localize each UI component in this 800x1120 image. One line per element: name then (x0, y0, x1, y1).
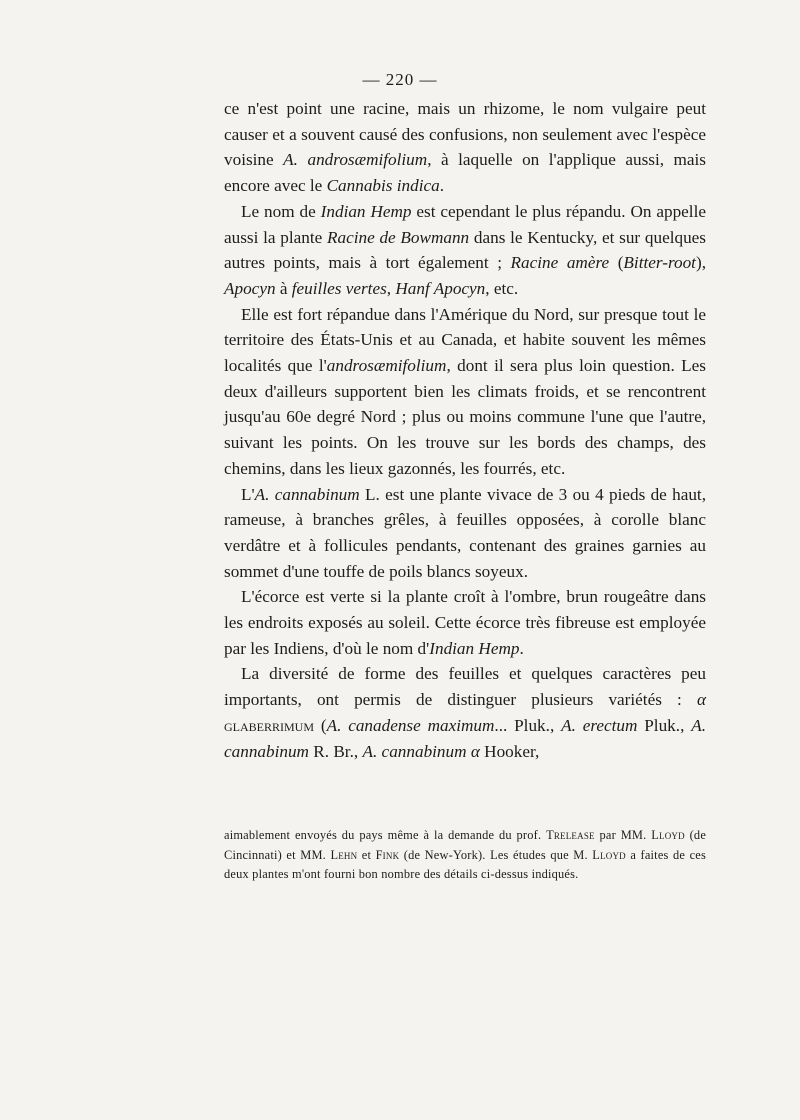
paragraph (224, 482, 706, 585)
italic-text: androsæmifolium (326, 356, 447, 376)
italic-text: Bitter-root (623, 253, 696, 273)
italic-text: feuilles vertes (291, 278, 387, 298)
text-run: par MM. (594, 828, 652, 842)
text-run: . (439, 176, 445, 196)
small-caps-text: glaberrimum (224, 715, 315, 735)
footnote-paragraph (224, 826, 706, 885)
text-run: a faites de ces deux plantes m'ont fourni bon nombre des détails ci-dessus indiqués. (224, 847, 706, 881)
small-caps-text: Lloyd (592, 847, 626, 862)
small-caps-text: Trelease (546, 828, 595, 842)
text-run: ( (314, 715, 327, 735)
italic-text: Indian Hemp (429, 638, 520, 658)
italic-text: A. cannabinum (224, 715, 706, 761)
text-run: , à laquelle on l'applique aussi, mais encore avec le (224, 150, 706, 196)
text-run: ce n'est point une racine, mais un rhizome, le nom vulgaire peut causer et a souvent causé des confusions, non seulement avec l'espèce voisine (224, 99, 706, 170)
text-run: Hooker, (479, 741, 540, 761)
text-run: est cependant le plus répandu. On appelle aussi la plante (224, 201, 706, 247)
italic-text: A. androsæmifolium (283, 150, 428, 170)
text-run: et (357, 847, 376, 862)
italic-text: Cannabis indica (326, 176, 440, 196)
small-caps-text: Lehn (330, 847, 358, 862)
text-run: à (275, 278, 292, 298)
paragraph (224, 199, 706, 302)
text-run: (de New-York). Les études que M. (399, 847, 593, 862)
text-run: L. est une plante vivace de 3 ou 4 pieds de haut, rameuse, à branches grêles, à feuilles opposées, à corolle blanc verdâtre et à follicules pendants, contenant des graines garnies au sommet d'une touffe de poils blancs soyeux. (224, 484, 706, 581)
italic-text: A. cannabinum (254, 484, 360, 504)
text-run: dans le Kentucky, et sur quelques autres points, mais à tort également ; (224, 227, 706, 273)
text-run: Elle est fort répandue dans l'Amérique du Nord, sur presque tout le territoire des États-Unis et au Canada, et habite souvent les mêmes localités que l' (224, 304, 706, 376)
text-run: Pluk., (637, 715, 692, 735)
italic-text: Indian Hemp (320, 201, 412, 221)
body-text (224, 96, 706, 764)
page-number: — 220 — (362, 70, 438, 89)
paragraph (224, 584, 706, 661)
text-run: ... Pluk., (494, 715, 562, 735)
footnote (224, 826, 706, 885)
italic-text: Apocyn (224, 278, 276, 298)
text-run: ), (695, 253, 706, 273)
text-run: La diversité de forme des feuilles et quelques caractères peu importants, ont permis de distinguer plusieurs variétés : (224, 664, 706, 710)
italic-text: Hanf Apocyn (395, 278, 486, 298)
italic-text: A. erectum (561, 715, 638, 735)
italic-text: α (696, 690, 706, 710)
text-run: , dont il sera plus loin question. Les deux d'ailleurs supportent bien les climats froids, et se rencontrent jusqu'au 60e degré Nord ; plus ou moins commune l'une que l'autre, suivant les points. On les trouve sur les bords des champs, des chemins, dans les lieux gazonnés, les fourrés, etc. (224, 356, 706, 478)
paragraph (224, 302, 706, 482)
small-caps-text: Lloyd (651, 828, 685, 842)
text-run: L' (241, 484, 255, 504)
text-run: . (519, 638, 524, 658)
text-run: , etc. (485, 278, 519, 298)
small-caps-text: Fink (375, 847, 400, 862)
text-run: ( (609, 253, 624, 273)
paragraph (224, 661, 706, 764)
text-run: Le nom de (241, 201, 321, 221)
italic-text: A. canadense maximum (326, 715, 495, 735)
text-run: L'écorce est verte si la plante croît à l'ombre, brun rougeâtre dans les endroits exposés au soleil. Cette écorce très fibreuse est employée par les Indiens, d'où le nom d' (224, 587, 706, 658)
italic-text: Racine de Bowmann (326, 227, 470, 247)
text-run: aimablement envoyés du pays même à la demande du prof. (224, 828, 547, 842)
text-run: R. Br., (308, 741, 363, 761)
text-run: (de Cincinnati) et MM. (224, 828, 707, 862)
text-run: , (386, 278, 396, 298)
paragraph (224, 96, 706, 199)
italic-text: A. cannabinum α (362, 741, 480, 761)
italic-text: Racine amère (510, 253, 610, 273)
